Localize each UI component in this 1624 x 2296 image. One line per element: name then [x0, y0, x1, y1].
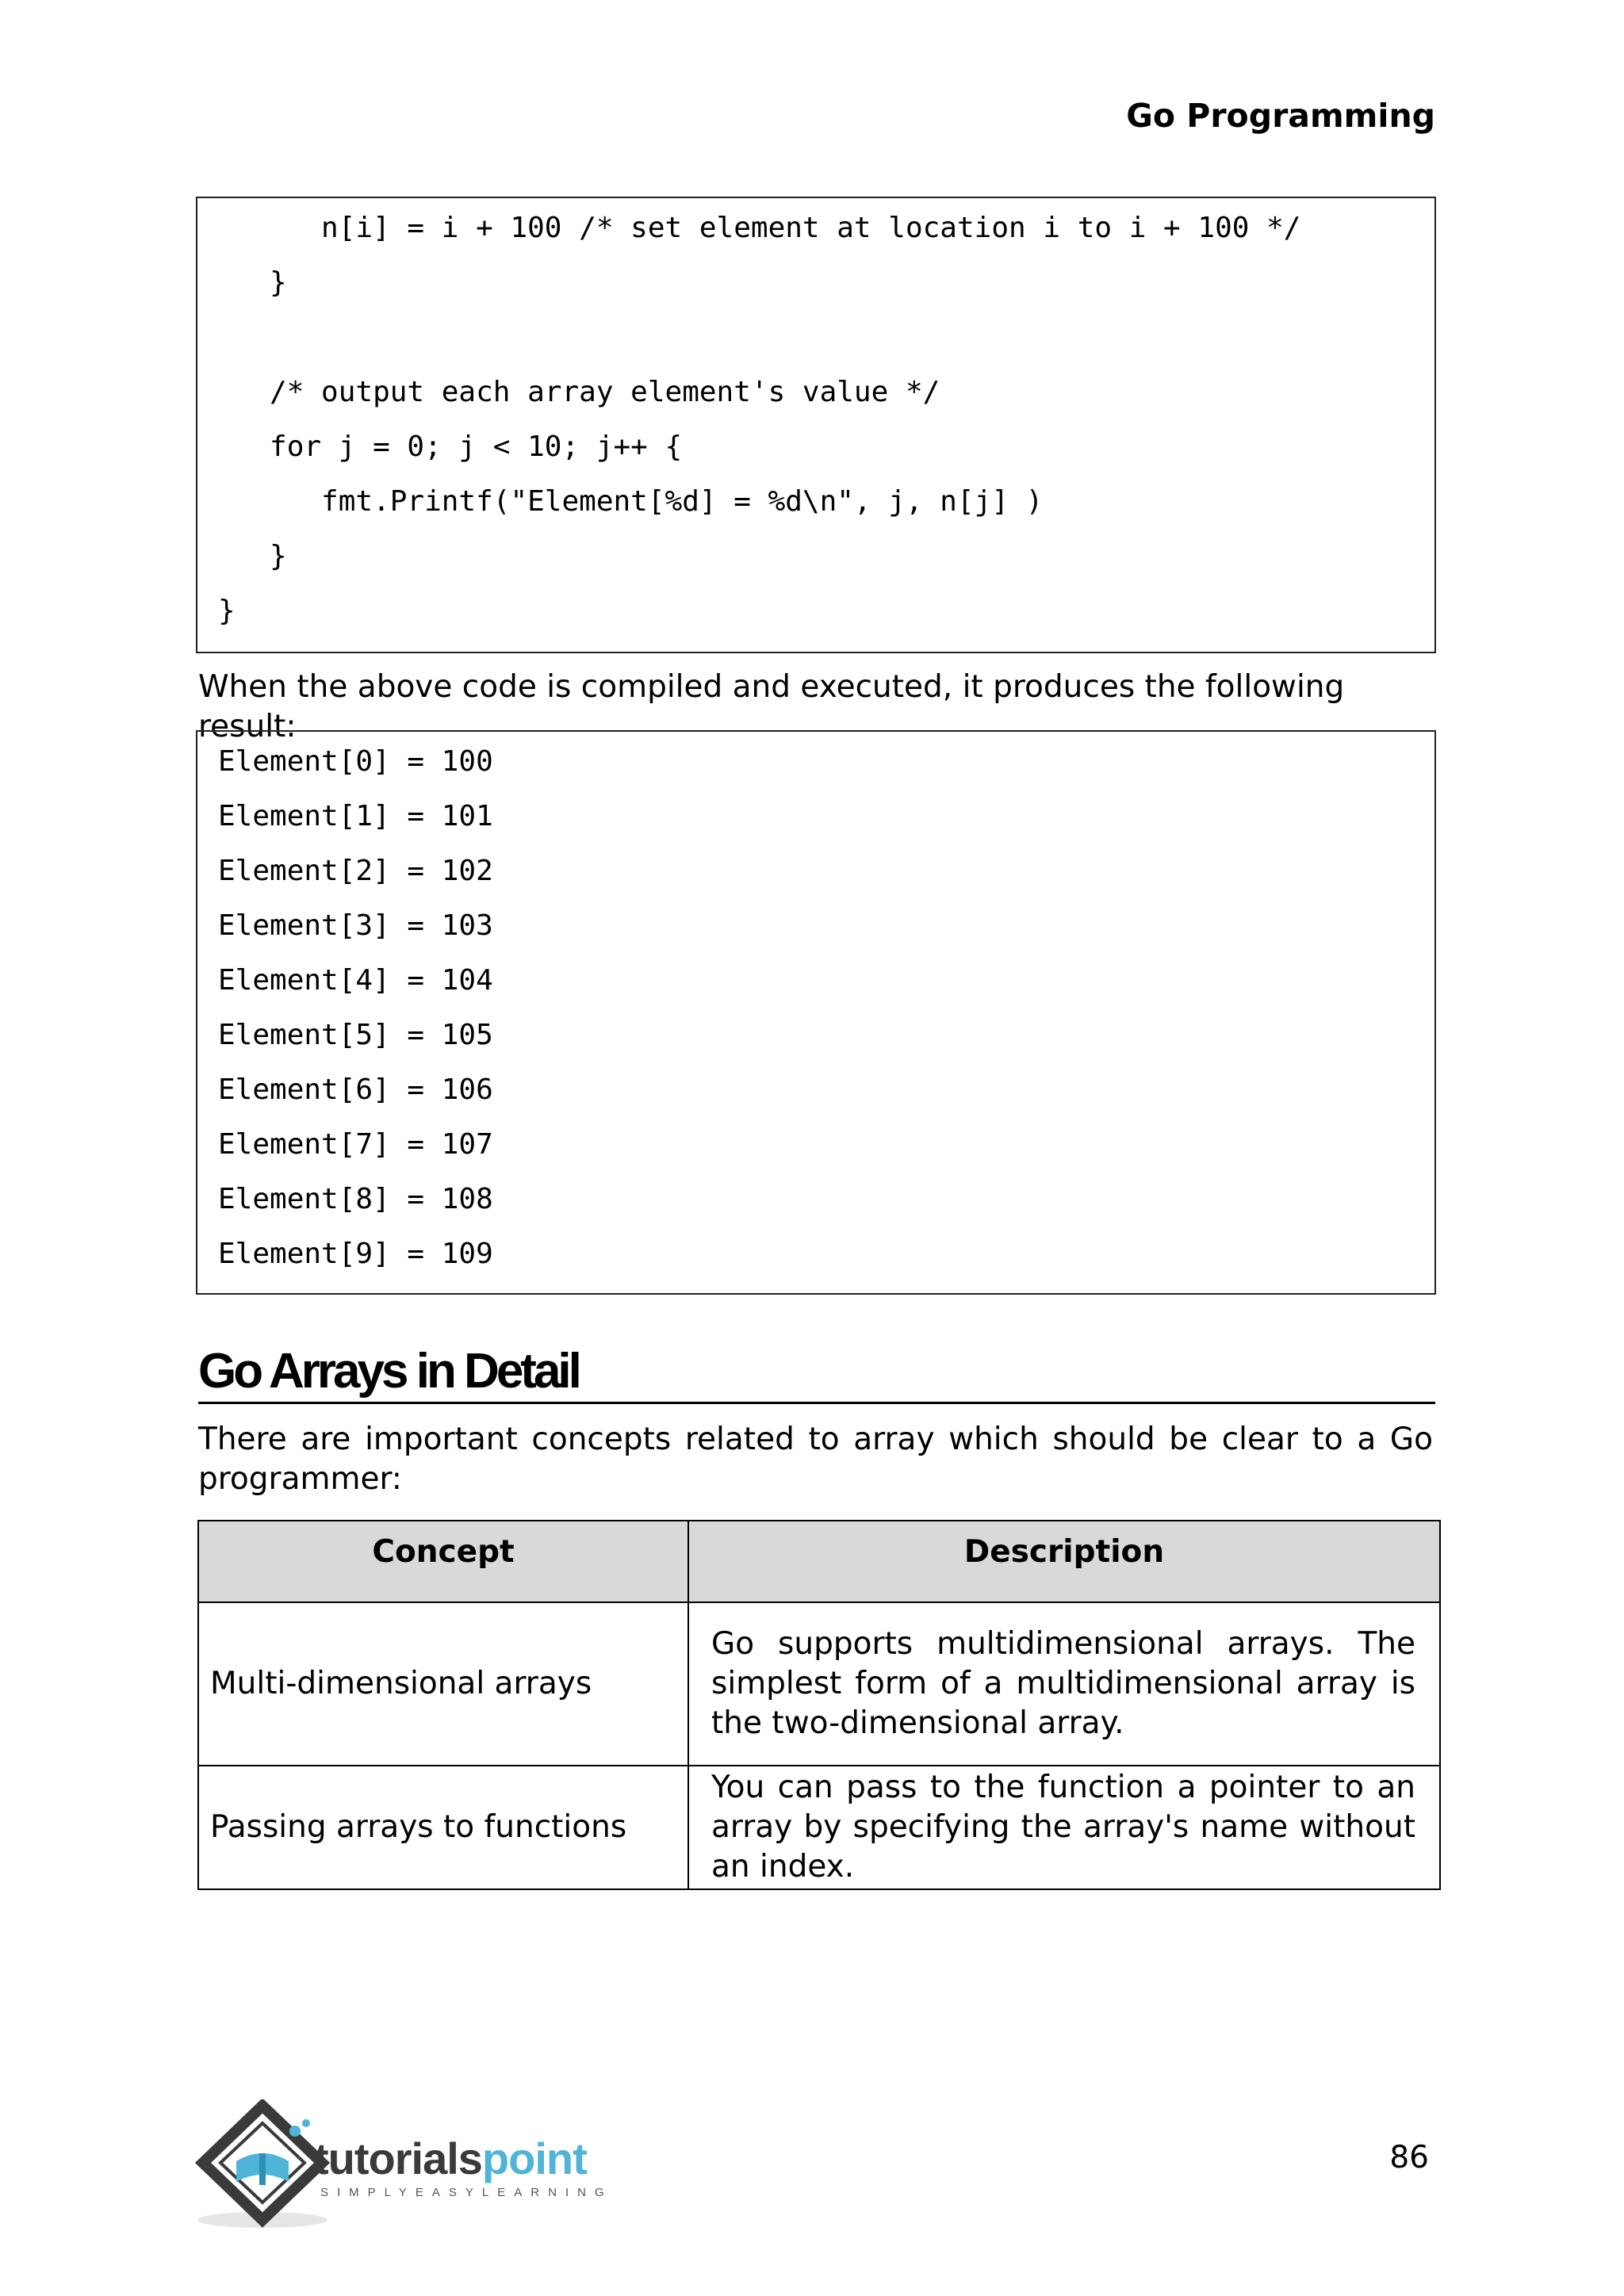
output-line: Element[5] = 105	[218, 1019, 493, 1051]
result-intro-text: When the above code is compiled and executed, it produces the following result:	[198, 669, 1345, 744]
svg-text:tutorialspoint	[314, 2133, 587, 2183]
output-line: Element[1] = 101	[218, 800, 493, 832]
code-listing	[196, 197, 1436, 653]
output-line: Element[6] = 106	[218, 1073, 493, 1106]
section-heading: Go Arrays in Detail	[198, 1340, 1435, 1404]
output-line: Element[4] = 104	[218, 964, 493, 997]
code-line: }	[218, 266, 287, 299]
table-cell-description: Go supports multidimensional arrays. The simplest form of a multidimensional array is the two-dimensional array.	[688, 1602, 1440, 1766]
page-number: 86	[1389, 2140, 1429, 2175]
logo-dot	[289, 2126, 301, 2137]
logo-word-point: point	[481, 2133, 587, 2183]
output-line: Element[7] = 107	[218, 1128, 493, 1161]
logo-tagline: SIMPLYEASYLEARNING	[320, 2186, 613, 2199]
logo-word-tutorials: tutorials	[314, 2133, 482, 2183]
table-header-concept: Concept	[198, 1521, 688, 1602]
code-line: n[i] = i + 100 /* set element at location i to i + 100 */	[218, 212, 1301, 244]
table-cell-concept: Passing arrays to functions	[198, 1766, 688, 1889]
output-line: Element[3] = 103	[218, 909, 493, 942]
code-line: /* output each array element's value */	[218, 376, 940, 408]
table-header-row	[198, 1521, 1440, 1602]
table-header-description: Description	[688, 1521, 1440, 1602]
section-intro-paragraph: There are important concepts related to array which should be clear to a Go programmer:	[198, 1422, 1433, 1497]
running-header: Go Programming	[1126, 97, 1435, 135]
table-row	[198, 1602, 1440, 1766]
table-row	[198, 1766, 1440, 1889]
output-line: Element[0] = 100	[218, 745, 493, 778]
table-cell-description: You can pass to the function a pointer to an array by specifying the array's name without an index.	[688, 1766, 1440, 1889]
code-line: }	[218, 595, 236, 627]
concepts-table	[197, 1520, 1441, 1890]
logo-dot	[302, 2119, 310, 2127]
output-line: Element[2] = 102	[218, 855, 493, 887]
code-line: }	[218, 540, 287, 572]
output-line: Element[9] = 109	[218, 1238, 493, 1270]
output-line: Element[8] = 108	[218, 1183, 493, 1215]
code-line: fmt.Printf("Element[%d] = %d\n", j, n[j] )	[218, 485, 1044, 518]
logo-book-spine	[259, 2153, 266, 2185]
table-cell-concept: Multi-dimensional arrays	[198, 1602, 688, 1766]
tutorialspoint-logo	[195, 2099, 639, 2234]
code-line: for j = 0; j < 10; j++ {	[218, 430, 683, 463]
output-listing	[196, 730, 1436, 1295]
